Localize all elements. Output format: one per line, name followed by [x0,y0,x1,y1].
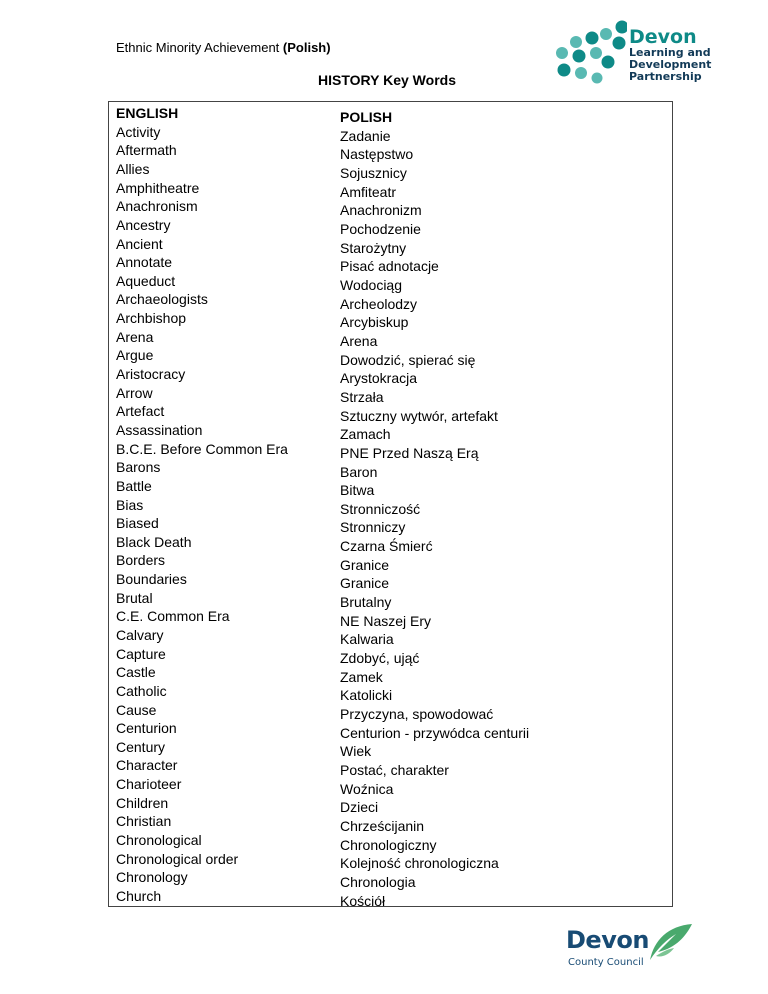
english-word: Capture [116,645,166,662]
english-word: Assassination [116,421,203,438]
english-word: Biased [116,515,159,532]
english-word: Cause [116,701,157,718]
key-words-table [108,101,673,907]
logo-line-1: Devon [629,26,697,48]
polish-word: Stronniczy [340,519,406,536]
polish-word: Chronologiczny [340,836,437,853]
english-word: Bias [116,496,144,513]
english-word: Ancient [116,235,163,252]
devon-learning-partnership-logo [553,20,713,90]
polish-word: Dowodzić, spierać się [340,351,476,368]
polish-word: Granice [340,556,390,573]
english-word: C.E. Common Era [116,608,230,625]
english-word: Brutal [116,589,153,606]
polish-word: Dzieci [340,799,379,816]
english-word: Arrow [116,384,153,401]
polish-word: Brutalny [340,594,392,611]
polish-word: Katolicki [340,687,393,704]
english-word: Black Death [116,533,192,550]
polish-word: Kalwaria [340,631,394,648]
polish-word: Centurion - przywódca centurii [340,724,530,741]
english-word: Christian [116,813,172,830]
english-word: Chronological order [116,850,239,867]
english-word: Chronology [116,869,188,886]
council-logo-subtitle: County Council [568,957,644,968]
polish-word: Starożytny [340,239,407,256]
english-word: Activity [116,123,161,140]
english-word: Character [116,757,178,774]
polish-word: Kościół [340,892,386,909]
english-word: Amphitheatre [116,179,200,196]
council-logo-name: Devon [566,926,649,954]
dots-logo-icon [553,20,627,90]
polish-word: Baron [340,463,378,480]
page-title: HISTORY Key Words [318,72,456,88]
logo-text [629,28,711,83]
english-word: Artefact [116,403,165,420]
polish-word: Granice [340,575,390,592]
leaf-icon [646,922,694,964]
logo-line-2: Learning and [629,46,711,59]
polish-word: Anachronizm [340,202,422,219]
english-word: Barons [116,459,161,476]
polish-word: Strzała [340,388,384,405]
polish-word: Woźnica [340,780,394,797]
polish-word: Arystokracja [340,370,418,387]
english-word: Battle [116,477,152,494]
english-header: ENGLISH [116,105,179,121]
english-word: Annotate [116,254,173,271]
polish-word: Amfiteatr [340,183,397,200]
english-word: Children [116,794,169,811]
polish-word: Sztuczny wytwór, artefakt [340,407,498,424]
logo-line-3: Development [629,58,712,71]
english-word: Argue [116,347,154,364]
polish-word: Arena [340,332,378,349]
english-word: Borders [116,552,166,569]
polish-word: PNE Przed Naszą Erą [340,444,479,461]
polish-word: Pisać adnotacje [340,258,439,275]
english-word: Anachronism [116,198,198,215]
polish-word: Pochodzenie [340,220,421,237]
polish-word: Bitwa [340,482,375,499]
english-word: Archbishop [116,310,187,327]
polish-word: Wiek [340,743,372,760]
english-word: Charioteer [116,776,182,793]
english-word: Castle [116,664,156,681]
logo-line-4: Partnership [629,70,702,83]
devon-county-council-logo [566,920,696,980]
polish-word: Następstwo [340,146,414,163]
polish-column [340,104,529,910]
polish-word: Sojusznicy [340,165,407,181]
header-prefix: Ethnic Minority Achievement [116,40,283,55]
english-word: Chronological [116,832,202,849]
english-word: Calvary [116,626,164,643]
english-word: Church [116,887,162,904]
polish-word: Wodociąg [340,276,403,293]
english-word: Aristocracy [116,366,186,383]
polish-word: Zdobyć, ująć [340,650,420,667]
polish-word: Archeolodzy [340,295,418,312]
english-word: Allies [116,160,150,177]
english-word: Aqueduct [116,272,176,289]
polish-header: POLISH [340,109,393,125]
english-word: Arena [116,328,154,345]
polish-word: Czarna Śmierć [340,538,433,555]
english-column [116,104,288,906]
polish-word: Zadanie [340,127,391,144]
header-language: (Polish) [282,40,331,55]
english-word: Catholic [116,682,167,699]
polish-word: Chrześcijanin [340,817,425,834]
english-word: Aftermath [116,142,177,159]
english-word: Boundaries [116,571,187,588]
english-word: B.C.E. Before Common Era [116,440,288,457]
polish-word: Chronologia [340,873,416,890]
polish-word: NE Naszej Ery [340,612,432,629]
polish-word: Stronniczość [340,500,421,517]
polish-word: Zamach [340,426,391,443]
english-word: Century [116,738,166,755]
polish-word: Postać, charakter [340,762,449,778]
polish-word: Zamek [340,668,383,685]
english-word: Centurion [116,720,177,737]
polish-word: Arcybiskup [340,314,409,331]
english-word: Ancestry [116,216,171,233]
english-word: Archaeologists [116,291,208,308]
polish-word: Przyczyna, spowodować [340,706,494,723]
document-header [116,40,331,55]
polish-word: Kolejność chronologiczna [340,855,499,872]
